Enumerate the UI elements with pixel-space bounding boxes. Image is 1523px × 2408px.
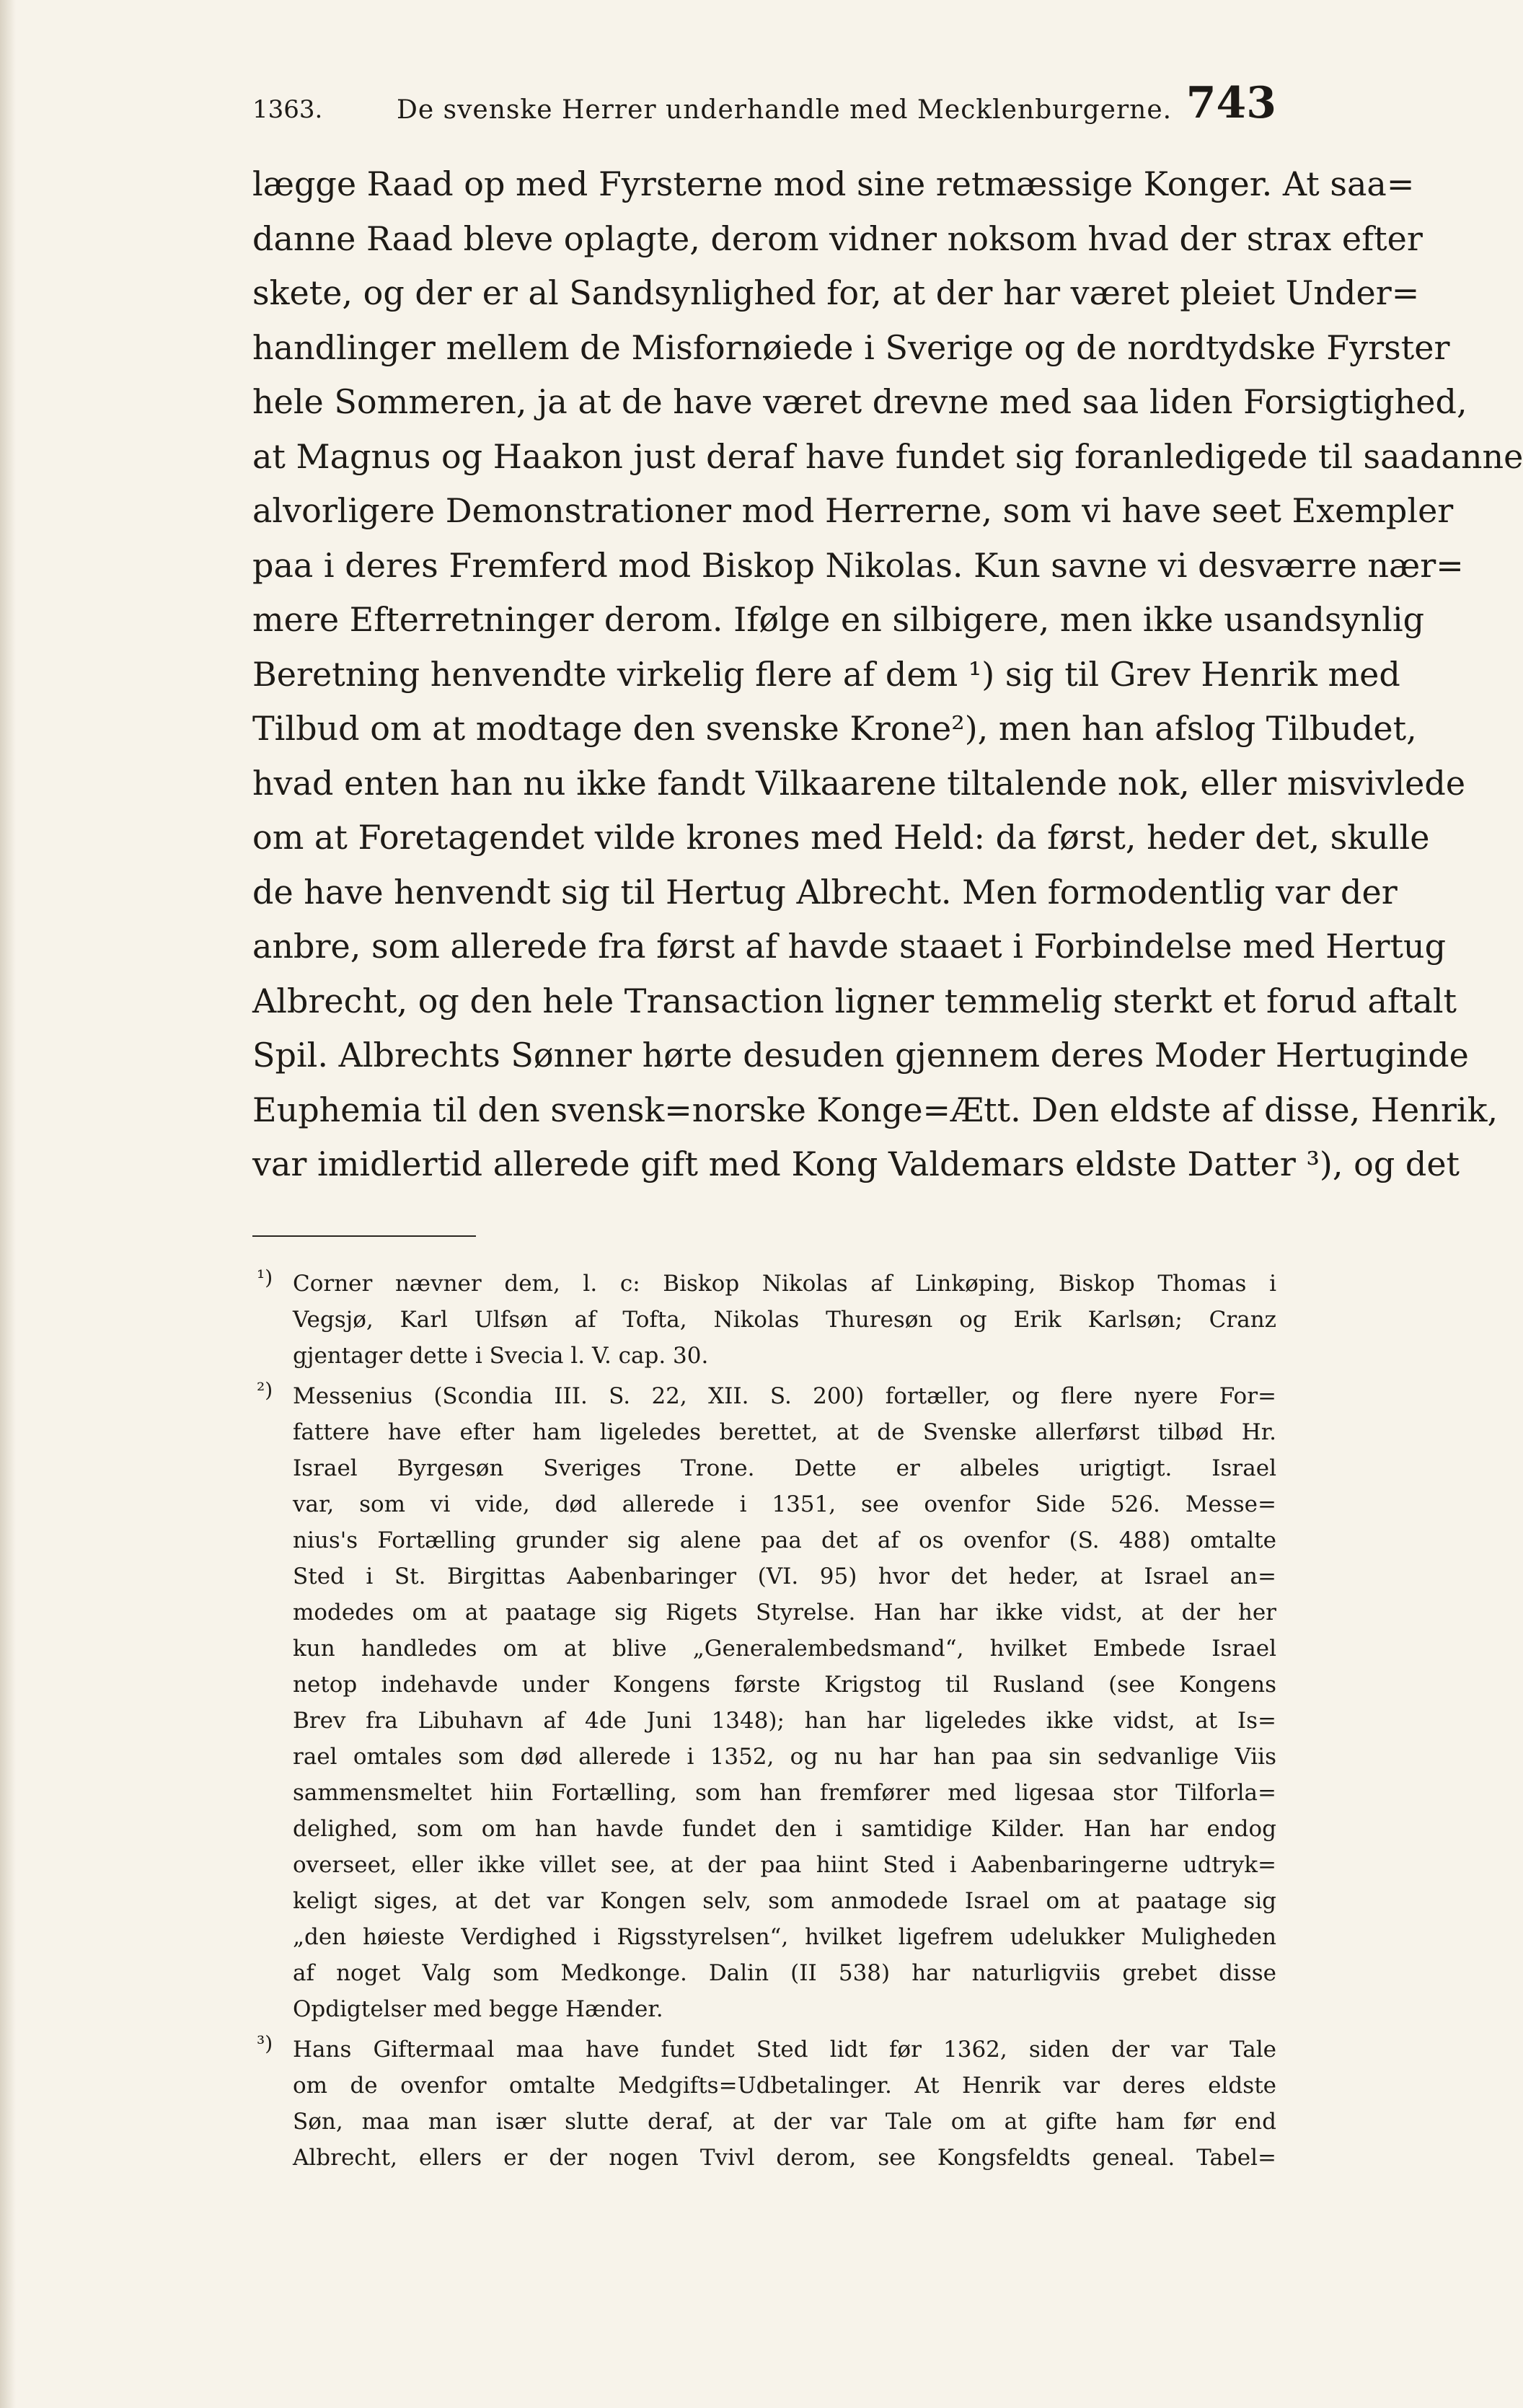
footnote-line: Messenius (Scondia III. S. 22, XII. S. 200) fortæller, og flere nyere For= (293, 1383, 1276, 1409)
footnote-marker: ³) (257, 2032, 273, 2055)
footnote-line: Sted i St. Birgittas Aabenbaringer (VI. 95) hvor det heder, at Israel an= (293, 1564, 1276, 1589)
body-line: Tilbud om at modtage den svenske Krone²), men han afslog Tilbudet, (252, 709, 1417, 748)
footnote-line: Vegsjø, Karl Ulfsøn af Tofta, Nikolas Thuresøn og Erik Karlsøn; Cranz (293, 1307, 1276, 1333)
body-line: var imidlertid allerede gift med Kong Valdemars eldste Datter ³), og det (252, 1145, 1460, 1183)
body-line: Spil. Albrechts Sønner hørte desuden gjennem deres Moder Hertuginde (252, 1036, 1469, 1075)
header-title: De svenske Herrer underhandle med Mecklenburgerne. (397, 95, 1173, 125)
footnote-marker: ¹) (257, 1266, 273, 1289)
body-line: handlinger mellem de Misfornøiede i Sverige og de nordtydske Fyrster (252, 327, 1450, 367)
footnote-line: om de ovenfor omtalte Medgifts=Udbetalinger. At Henrik var deres eldste (293, 2073, 1276, 2099)
footnotes (252, 1266, 1276, 2180)
footnote-line: Corner nævner dem, l. c: Biskop Nikolas af Linkøping, Biskop Thomas i (293, 1271, 1276, 1297)
body-text (252, 157, 1523, 1192)
footnote-line: Israel Byrgesøn Sveriges Trone. Dette er albeles urigtigt. Israel (293, 1455, 1276, 1481)
footnote-marker: ²) (257, 1378, 273, 1402)
footnote-line: Albrecht, ellers er der nogen Tvivl derom, see Kongsfeldts geneal. Tabel= (293, 2145, 1276, 2171)
footnote-line: „den høieste Verdighed i Rigsstyrelsen“, hvilket ligefrem udelukker Muligheden (293, 1924, 1276, 1950)
footnote-line: Opdigtelser med begge Hænder. (293, 1996, 663, 2022)
footnote-line: var, som vi vide, død allerede i 1351, see ovenfor Side 526. Messe= (293, 1491, 1276, 1517)
body-line: hvad enten han nu ikke fandt Vilkaarene tiltalende nok, eller misvivlede (252, 763, 1466, 803)
body-line: om at Foretagendet vilde krones med Held: da først, heder det, skulle (252, 818, 1430, 857)
footnote-line: delighed, som om han havde fundet den i samtidige Kilder. Han har endog (293, 1816, 1276, 1842)
footnote-2 (252, 1378, 1276, 2027)
body-line: skete, og der er al Sandsynlighed for, at der har været pleiet Under= (252, 273, 1420, 312)
body-line: danne Raad bleve oplagte, derom vidner noksom hvad der strax efter (252, 219, 1423, 258)
footnote-1 (252, 1266, 1276, 1374)
footnote-line: overseet, eller ikke villet see, at der paa hiint Sted i Aabenbaringerne udtryk= (293, 1852, 1276, 1878)
page-number: 743 (1186, 78, 1276, 128)
body-line: hele Sommeren, ja at de have været drevne med saa liden Forsigtighed, (252, 382, 1467, 421)
body-line: anbre, som allerede fra først af havde staaet i Forbindelse med Hertug (252, 927, 1447, 966)
footnote-line: fattere have efter ham ligeledes berettet, at de Svenske allerførst tilbød Hr. (293, 1419, 1276, 1445)
footnote-line: Brev fra Libuhavn af 4de Juni 1348); han har ligeledes ikke vidst, at Is= (293, 1708, 1276, 1734)
footnote-line: af noget Valg som Medkonge. Dalin (II 538) har naturligviis grebet disse (293, 1960, 1276, 1986)
footnote-divider (252, 1235, 476, 1237)
footnote-line: rael omtales som død allerede i 1352, og nu har han paa sin sedvanlige Viis (293, 1744, 1276, 1770)
footnote-line: Hans Giftermaal maa have fundet Sted lidt før 1362, siden der var Tale (293, 2037, 1276, 2063)
body-line: Euphemia til den svensk=norske Konge=Ætt. Den eldste af disse, Henrik, (252, 1090, 1498, 1129)
footnote-line: gjentager dette i Svecia l. V. cap. 30. (293, 1343, 709, 1369)
body-line: at Magnus og Haakon just deraf have fundet sig foranledigede til saadanne (252, 436, 1523, 476)
body-line: Beretning henvendte virkelig flere af dem ¹) sig til Grev Henrik med (252, 654, 1400, 694)
body-line: mere Efterretninger derom. Ifølge en silbigere, men ikke usandsynlig (252, 600, 1425, 639)
body-line: paa i deres Fremferd mod Biskop Nikolas. Kun savne vi desværre nær= (252, 545, 1464, 585)
header-year: 1363. (252, 95, 323, 124)
body-line: Albrecht, og den hele Transaction ligner temmelig sterkt et forud aftalt (252, 981, 1457, 1020)
body-line: de have henvendt sig til Hertug Albrecht. Men formodentlig var der (252, 872, 1398, 912)
footnote-line: nius's Fortælling grunder sig alene paa det af os ovenfor (S. 488) omtalte (293, 1527, 1276, 1553)
footnote-line: kun handledes om at blive „Generalembedsmand“, hvilket Embede Israel (293, 1636, 1276, 1662)
footnote-line: keligt siges, at det var Kongen selv, som anmodede Israel om at paatage sig (293, 1888, 1276, 1914)
footnote-line: modedes om at paatage sig Rigets Styrelse. Han har ikke vidst, at der her (293, 1600, 1276, 1626)
footnote-line: sammensmeltet hiin Fortælling, som han fremfører med ligesaa stor Tilforla= (293, 1780, 1276, 1806)
body-line: alvorligere Demonstrationer mod Herrerne, som vi have seet Exempler (252, 491, 1454, 530)
footnote-line: netop indehavde under Kongens første Krigstog til Rusland (see Kongens (293, 1672, 1276, 1698)
footnote-line: Søn, maa man især slutte deraf, at der var Tale om at gifte ham før end (293, 2109, 1276, 2135)
page-gutter-edge (0, 0, 16, 2408)
running-header (252, 78, 1276, 136)
footnote-3 (252, 2032, 1276, 2176)
body-line: lægge Raad op med Fyrsterne mod sine retmæssige Konger. At saa= (252, 164, 1415, 203)
